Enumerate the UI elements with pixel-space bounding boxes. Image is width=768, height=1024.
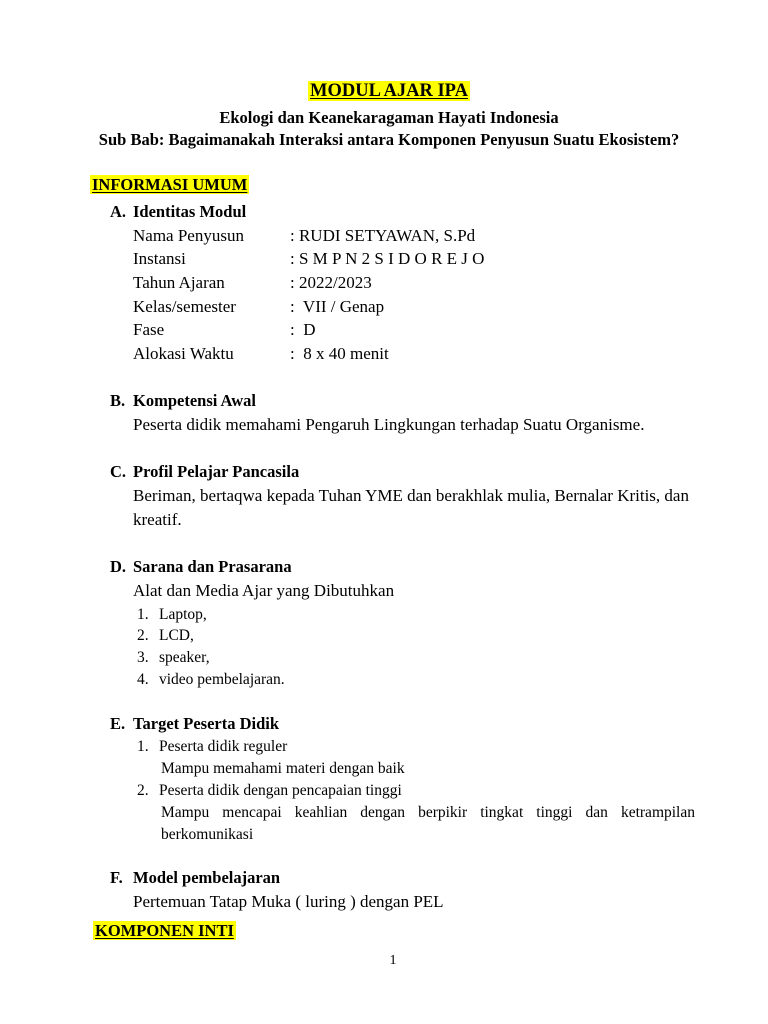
page-number: 1	[389, 953, 397, 968]
list-item: LCD,	[159, 627, 194, 644]
section-c-marker: C.	[110, 462, 127, 481]
section-e-title: Target Peserta Didik	[133, 714, 280, 733]
section-f-title: Model pembelajaran	[133, 868, 281, 887]
list-item: video pembelajaran.	[159, 671, 285, 688]
identity-value-tahun-ajaran: : 2022/2023	[290, 273, 372, 292]
target-item-number: 1.	[137, 738, 149, 755]
identity-label-tahun-ajaran: Tahun Ajaran	[133, 273, 225, 292]
identity-label-nama-penyusun: Nama Penyusun	[133, 226, 244, 245]
identity-value-instansi: : S M P N 2 S I D O R E J O	[290, 249, 485, 268]
section-b-title: Kompetensi Awal	[133, 391, 256, 410]
section-a-marker: A.	[110, 202, 127, 221]
target-item-description: Mampu memahami materi dengan baik	[161, 760, 405, 777]
section-d-title: Sarana dan Prasarana	[133, 557, 292, 576]
komponen-inti-heading-line	[93, 921, 236, 941]
section-b-text: Peserta didik memahami Pengaruh Lingkungan terhadap Suatu Organisme.	[133, 415, 645, 434]
section-a-title: Identitas Modul	[133, 202, 247, 221]
target-item-title: Peserta didik reguler	[159, 738, 288, 755]
identity-value-alokasi-waktu: : 8 x 40 menit	[290, 344, 389, 363]
section-f-marker: F.	[110, 868, 123, 887]
list-item: speaker,	[159, 649, 210, 666]
section-b-marker: B.	[110, 391, 126, 410]
identity-label-alokasi-waktu: Alokasi Waktu	[133, 344, 234, 363]
list-item-number: 3.	[137, 649, 149, 666]
identity-label-kelas-semester: Kelas/semester	[133, 297, 236, 316]
section-c-text-line: kreatif.	[133, 510, 182, 529]
title-line	[10, 80, 768, 102]
identity-value-nama-penyusun: : RUDI SETYAWAN, S.Pd	[290, 226, 476, 245]
identity-label-fase: Fase	[133, 320, 165, 339]
list-item: Laptop,	[159, 606, 207, 623]
target-item-number: 2.	[137, 782, 149, 799]
section-e-marker: E.	[110, 714, 126, 733]
document-title: MODUL AJAR IPA	[310, 81, 468, 101]
target-item-description: berkomunikasi	[161, 826, 254, 843]
list-item-number: 2.	[137, 627, 149, 644]
identity-value-kelas-semester: : VII / Genap	[290, 297, 385, 316]
document-subtitle: Ekologi dan Keanekaragaman Hayati Indonesia	[219, 108, 559, 127]
informasi-umum-heading: INFORMASI UMUM	[92, 175, 248, 194]
identity-label-instansi: Instansi	[133, 249, 186, 268]
informasi-umum-heading-line	[90, 175, 249, 195]
section-f-text: Pertemuan Tatap Muka ( luring ) dengan PEL	[133, 892, 444, 911]
section-d-marker: D.	[110, 557, 127, 576]
section-c-title: Profil Pelajar Pancasila	[133, 462, 300, 481]
target-item-title: Peserta didik dengan pencapaian tinggi	[159, 782, 402, 799]
sub-bab-heading: Sub Bab: Bagaimanakah Interaksi antara Komponen Penyusun Suatu Ekosistem?	[98, 130, 680, 149]
identity-value-fase: : D	[290, 320, 316, 339]
list-item-number: 4.	[137, 671, 149, 688]
section-d-intro: Alat dan Media Ajar yang Dibutuhkan	[133, 581, 395, 600]
target-item-description: Mampu mencapai keahlian dengan berpikir tingkat tinggi dan ketrampilan	[161, 804, 695, 821]
list-item-number: 1.	[137, 606, 149, 623]
section-c-text-line: Beriman, bertaqwa kepada Tuhan YME dan berakhlak mulia, Bernalar Kritis, dan	[133, 486, 689, 505]
komponen-inti-heading: KOMPONEN INTI	[95, 921, 234, 940]
